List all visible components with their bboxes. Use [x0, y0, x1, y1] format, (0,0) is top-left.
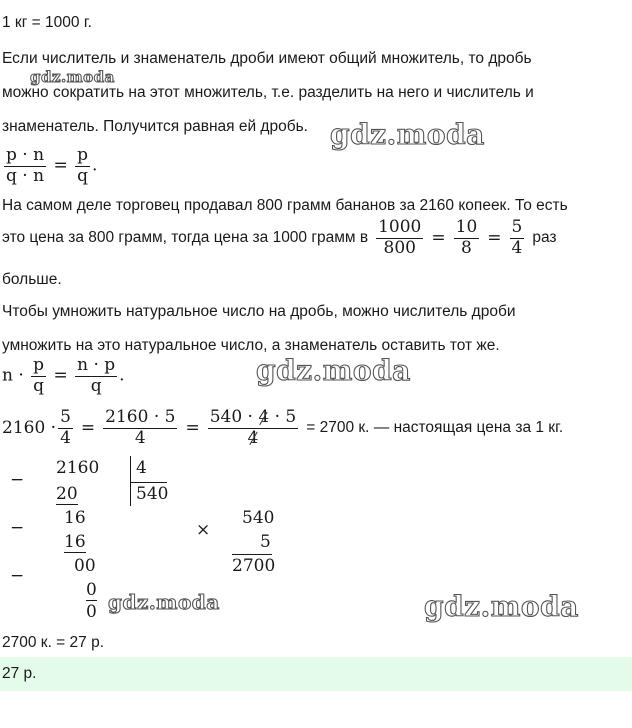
watermark-2: gdz.moda — [330, 118, 485, 151]
ratio-fraction-1 — [376, 218, 423, 258]
calc-f1-num: 5 — [60, 407, 71, 427]
result-line: 2700 к. = 27 р. — [2, 634, 105, 651]
ratio-suffix: раз — [532, 229, 557, 247]
mult-f1-num: p — [33, 355, 45, 375]
ratio-fraction-3 — [510, 218, 525, 258]
paragraph-1-line-3: знаменатель. Получится равная ей дробь. — [2, 118, 308, 135]
calc-fraction-2 — [103, 408, 177, 448]
calc-fraction-1 — [58, 408, 73, 448]
division-s1: 20 — [56, 484, 78, 504]
lhs-numerator: p · n — [6, 145, 45, 165]
multiplication-b-value: 5 — [260, 532, 271, 552]
paragraph-2-line-2: это цена за 800 грамм, тогда цена за 1000 грамм в $\frac{1000}{800}$ = $\frac{10}{8}$ = $\frac{5}{4}$ раз — [2, 217, 557, 258]
paragraph-1-line-2: можно сократить на этот множитель, т.е. разделить на него и числитель и — [2, 84, 534, 101]
division-s2: 16 — [64, 532, 86, 552]
answer-text: 27 р. — [2, 665, 37, 682]
division-remainder-1: 16 — [64, 508, 86, 528]
division-quotient: 540 — [136, 484, 169, 504]
paragraph-3-line-1: Чтобы умножить натуральное число на дробь, можно числитель дроби — [2, 303, 516, 320]
fraction-lhs — [4, 146, 46, 186]
mult-f2-num: n · p — [77, 355, 116, 375]
ratio-f2-den: 8 — [461, 237, 472, 258]
division-sub-2 — [64, 532, 86, 552]
calc-f3-num-c: · 5 — [274, 407, 297, 427]
lhs-denominator: q · n — [6, 165, 45, 186]
mult-fraction-1 — [31, 356, 46, 396]
rhs-denominator: q — [77, 165, 88, 186]
formula-multiply: n · $\frac{p}{q}$ = $\frac{n \cdot p}{q}$ . — [2, 355, 125, 396]
division-sub-3 — [86, 580, 97, 600]
equals-sign: = — [53, 155, 68, 176]
main-calculation: 2160 · $\frac{5}{4}$ = $\frac{2160 \cdot 5}{4}$ = $\frac{540 \cdot 4 \cdot 5}{4}$ = 2700 к. — настоящая цена за 1 кг. — [2, 407, 564, 448]
calc-f3-num-cancelled: 4 — [258, 407, 270, 427]
mult-f1-den: q — [33, 375, 45, 396]
mult-lhs: n · — [2, 365, 24, 386]
paragraph-2-line-1: На самом деле торговец продавал 800 грамм бананов за 2160 копеек. То есть — [2, 197, 568, 214]
ratio-fraction-2 — [454, 218, 480, 258]
division-bracket — [130, 456, 131, 506]
calc-f2-num: 2160 · 5 — [105, 407, 176, 427]
multiplication-a: 540 — [242, 508, 275, 528]
paragraph-1-line-1: Если числитель и знаменатель дроби имеют общий множитель, то дробь — [2, 50, 532, 67]
fraction-rhs — [75, 146, 90, 186]
ratio-f3-den: 4 — [511, 237, 523, 258]
ratio-f2-num: 10 — [455, 217, 478, 237]
mult-f2-den: q — [90, 375, 102, 396]
division-sub-1 — [56, 484, 78, 504]
calc-f3-num-a: 540 · — [209, 407, 253, 427]
calc-f3-num — [208, 408, 299, 429]
multiplication-b — [260, 532, 271, 552]
division-divisor: 4 — [136, 458, 147, 478]
division-minus-2: − — [10, 518, 25, 538]
division-remainder-2: 00 — [74, 556, 96, 576]
multiplication-sign: × — [196, 520, 211, 540]
answer-box — [0, 657, 632, 691]
mult-fraction-2 — [75, 356, 117, 396]
clipped-top-line — [0, 0, 4, 7]
calc-fraction-3 — [208, 408, 299, 448]
paragraph-3-line-2: умножить на это натуральное число, а знаменатель оставить тот же. — [2, 337, 500, 354]
calc-f1-den: 4 — [60, 427, 71, 448]
calc-f3-den-cancelled: 4 — [247, 427, 259, 448]
multiplication-result: 2700 — [232, 556, 276, 576]
division-s3: 0 — [86, 580, 97, 600]
division-divisor-line — [131, 482, 167, 483]
ratio-f3-num: 5 — [511, 217, 523, 237]
division-minus-3: − — [10, 566, 25, 586]
watermark-3: gdz.moda — [256, 354, 411, 387]
ratio-f1-num: 1000 — [378, 217, 422, 237]
multiplication-line — [232, 554, 272, 555]
calc-lhs: 2160 · — [2, 418, 57, 439]
ratio-text: это цена за 800 грамм, тогда цена за 1000 грамм в — [2, 229, 369, 247]
rhs-numerator: p — [77, 145, 88, 165]
division-dividend: 2160 — [56, 458, 100, 478]
division-remainder-3: 0 — [86, 602, 97, 622]
paragraph-2-line-3: больше. — [2, 271, 62, 288]
calc-result-text: = 2700 к. — настоящая цена за 1 кг. — [306, 419, 564, 437]
ratio-f1-den: 800 — [383, 237, 416, 258]
kg-line: 1 кг = 1000 г. — [2, 14, 92, 31]
calc-f2-den: 4 — [134, 427, 146, 448]
formula-reduce: $\frac{p \cdot n}{q \cdot n}$ = $\frac{p}{q}$ . — [6, 145, 98, 186]
watermark-4: gdz.moda — [108, 590, 220, 614]
division-minus-1: − — [10, 470, 25, 490]
watermark-5: gdz.moda — [424, 590, 579, 623]
watermark-1: gdz.moda — [30, 68, 115, 86]
